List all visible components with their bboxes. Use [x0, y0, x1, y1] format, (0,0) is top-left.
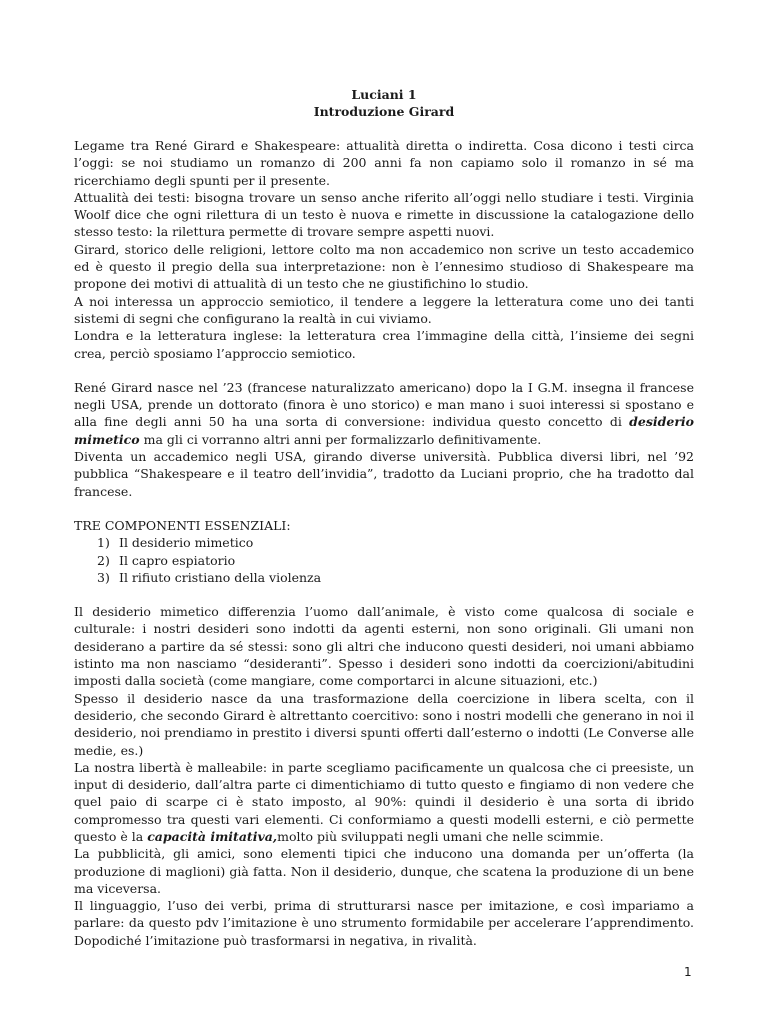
paragraph: Londra e la letteratura inglese: la letteratura crea l’immagine della città, l’insieme dei segni crea, perciò sposiamo l’approccio semiotico. — [74, 328, 694, 361]
list-item-text: Il rifiuto cristiano della violenza — [119, 569, 322, 585]
paragraph: Il desiderio mimetico differenzia l’uomo dall’animale, è visto come qualcosa di sociale e culturale: i nostri desideri sono indotti da agenti esterni, non sono originali. Gli umani non desiderano a partire da sé stessi: sono gli altri che inducono questi desideri, noi umani abbiamo istinto ma non nasciamo “desideranti”. Spesso i desideri sono indotti da coercizioni/abitudini imposti dalla società (come mangiare, come comportarci in alcune situazioni, etc.) — [74, 604, 694, 689]
list-item — [74, 569, 694, 586]
text-run: molto più sviluppati negli umani che nelle scimmie. — [277, 828, 604, 844]
text-run: La nostra libertà è malleabile: in parte scegliamo pacificamente un qualcosa che ci preesiste, un input di desiderio, dall’altra parte ci dimentichiamo di tutto questo e fingiamo di non vedere che quel paio di scarpe ci è stato imposto, al 90%: quindi il desiderio è una sorta di ibrido compromesso tra questi vari elementi. Ci conformiamo a questi modelli esterni, e ciò permette questo è la — [74, 759, 694, 844]
emphasis-term: capacità imitativa, — [147, 828, 278, 844]
paragraph-spacer — [74, 500, 694, 517]
page-number: 1 — [684, 965, 692, 979]
paragraph — [74, 379, 694, 448]
list-item — [74, 534, 694, 551]
emphasis-term: desiderio mimetico — [74, 414, 694, 447]
paragraph: Attualità dei testi: bisogna trovare un senso anche riferito all’oggi nello studiare i testi. Virginia Woolf dice che ogni rilettura di un testo è nuova e rimette in discussione la catalogazione dello stesso testo: la rilettura permette di trovare sempre aspetti nuovi. — [74, 189, 694, 240]
document-title: Luciani 1 — [351, 87, 417, 102]
list-heading: TRE COMPONENTI ESSENZIALI: — [74, 517, 291, 533]
list-number: 3) — [97, 569, 110, 585]
numbered-list — [74, 534, 694, 586]
document-subtitle: Introduzione Girard — [313, 104, 455, 119]
paragraph: La pubblicità, gli amici, sono elementi tipici che inducono una domanda per un’offerta (la produzione di maglioni) già fatta. Non il desiderio, dunque, che scatena la produzione di un bene ma viceversa. — [74, 846, 694, 896]
paragraph — [74, 759, 694, 845]
document-body — [74, 137, 694, 949]
paragraph: Girard, storico delle religioni, lettore colto ma non accademico non scrive un testo accademico ed è questo il pregio della sua interpretazione: non è l’ennesimo studioso di Shakespeare ma propone dei motivi di attualità di un testo che ne giustifichino lo studio. — [74, 241, 694, 292]
list-number: 2) — [97, 552, 110, 568]
text-run: ma gli ci vorranno altri anni per formalizzarlo definitivamente. — [139, 431, 542, 447]
text-run: René Girard nasce nel ’23 (francese naturalizzato americano) dopo la I G.M. insegna il francese negli USA, prende un dottorato (finora è uno storico) e man mano i suoi interessi si spostano e alla fine degli anni 50 ha una sorta di conversione: individua questo concetto di — [74, 379, 694, 430]
paragraph: Spesso il desiderio nasce da una trasformazione della coercizione in libera scelta, con il desiderio, che secondo Girard è altrettanto coercitivo: sono i nostri modelli che generano in noi il desiderio, noi prendiamo in prestito i diversi spunti offerti dall’esterno o indotti (Le Converse alle medie, es.) — [74, 690, 694, 758]
list-item-text: Il capro espiatorio — [119, 552, 236, 568]
paragraph: Diventa un accademico negli USA, girando diverse università. Pubblica diversi libri, nel ’92 pubblica “Shakespeare e il teatro dell’invidia”, tradotto da Luciani proprio, che ha tradotto dal francese. — [74, 449, 694, 499]
paragraph-spacer — [74, 586, 694, 603]
list-item-text: Il desiderio mimetico — [119, 535, 254, 551]
paragraph: Legame tra René Girard e Shakespeare: attualità diretta o indiretta. Cosa dicono i testi circa l’oggi: se noi studiamo un romanzo di 200 anni fa non capiamo solo il romanzo in sé ma ricerchiamo degli spunti per il presente. — [74, 138, 694, 188]
list-item — [74, 552, 694, 569]
paragraph: Il linguaggio, l’uso dei verbi, prima di strutturarsi nasce per imitazione, e così impariamo a parlare: da questo pdv l’imitazione è uno strumento formidabile per accelerare l’apprendimento. Dopodiché l’imitazione può trasformarsi in negativa, in rivalità. — [74, 898, 694, 948]
paragraph-spacer — [74, 362, 694, 379]
list-number: 1) — [97, 535, 110, 551]
paragraph: A noi interessa un approccio semiotico, il tendere a leggere la letteratura come uno dei tanti sistemi di segni che configurano la realtà in cui viviamo. — [74, 293, 694, 326]
